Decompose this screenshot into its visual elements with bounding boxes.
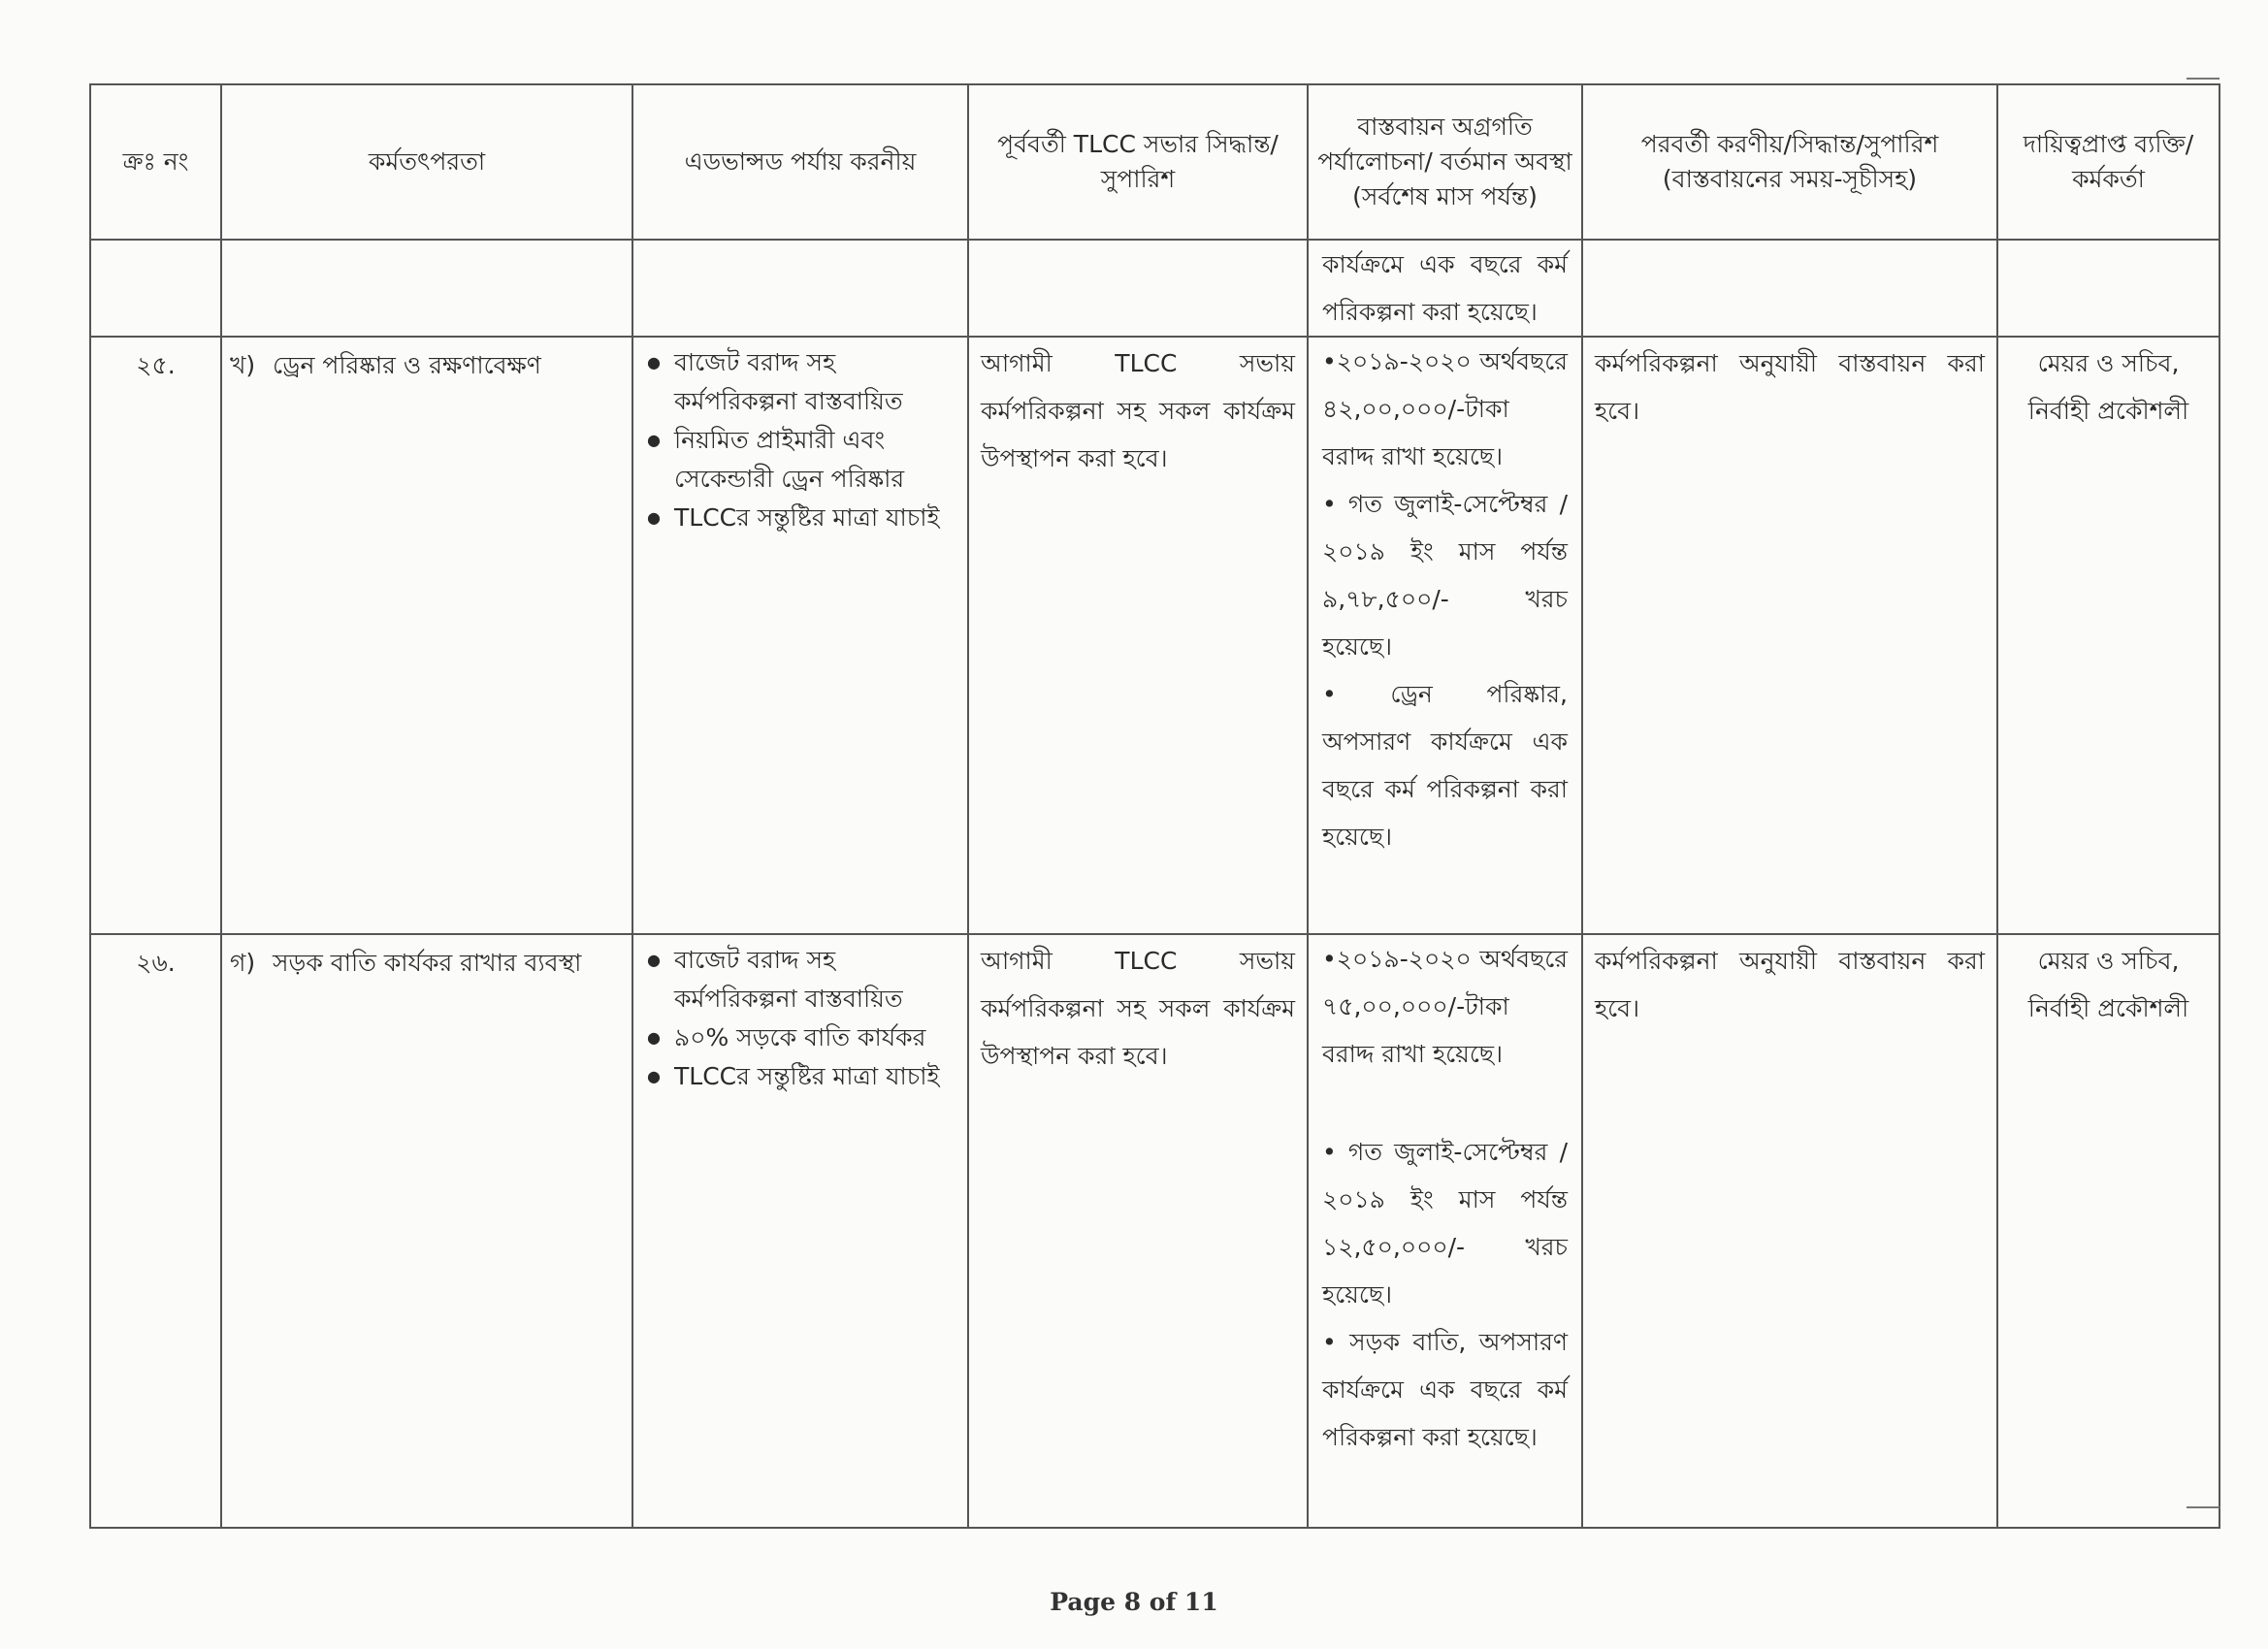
- spacer: [1322, 1078, 1568, 1128]
- progress-item: • গত জুলাই-সেপ্টেম্বর /২০১৯ ইং মাস পর্যন্ত ১২,৫০,০০০/- খরচ হয়েছে।: [1322, 1138, 1568, 1309]
- next-action-cell: কর্মপরিকল্পনা অনুযায়ী বাস্তবায়ন করা হবে।: [1582, 337, 1997, 934]
- list-item: ● বাজেট বরাদ্দ সহ কর্মপরিকল্পনা বাস্তবায়িত: [647, 343, 961, 421]
- table-row: [90, 337, 2219, 934]
- next-action-cell: কর্মপরিকল্পনা অনুযায়ী বাস্তবায়ন করা হবে।: [1582, 934, 1997, 1528]
- advanced-tasks-list: [633, 338, 967, 537]
- activity-text: সড়ক বাতি কার্যকর রাখার ব্যবস্থা: [273, 949, 582, 977]
- list-item: ● TLCCর সন্তুষ্টির মাত্রা যাচাই: [647, 1057, 961, 1096]
- row-number: ২৬.: [90, 934, 221, 1528]
- header-progress-review: বাস্তবায়ন অগ্রগতি পর্যালোচনা/ বর্তমান অবস্থা (সর্বশেষ মাস পর্যন্ত): [1308, 84, 1582, 240]
- progress-cell: [1308, 337, 1582, 934]
- advanced-tasks-cell: [632, 934, 968, 1528]
- responsible-cell: মেয়র ও সচিব, নির্বাহী প্রকৌশলী: [1997, 934, 2219, 1528]
- responsible-cell: মেয়র ও সচিব, নির্বাহী প্রকৌশলী: [1997, 337, 2219, 934]
- cell-empty: [632, 240, 968, 337]
- scan-edge-mark: [2187, 1506, 2219, 1508]
- advanced-tasks-list: [633, 935, 967, 1096]
- list-item: ● বাজেট বরাদ্দ সহ কর্মপরিকল্পনা বাস্তবায়িত: [647, 941, 961, 1018]
- header-responsible: দায়িত্বপ্রাপ্ত ব্যক্তি/কর্মকর্তা: [1997, 84, 2219, 240]
- advanced-tasks-cell: [632, 337, 968, 934]
- continued-progress-text: কার্যক্রমে এক বছরে কর্ম পরিকল্পনা করা হয়েছে।: [1308, 240, 1582, 337]
- activity-letter: গ): [230, 949, 256, 977]
- table-header-row: [90, 84, 2219, 240]
- page-number: Page 8 of 11: [1050, 1588, 1218, 1616]
- list-item: ● ৯০% সড়কে বাতি কার্যকর: [647, 1018, 961, 1057]
- activity-text: ড্রেন পরিষ্কার ও রক্ষণাবেক্ষণ: [273, 351, 541, 379]
- header-advanced-tasks: এডভান্সড পর্যায় করনীয়: [632, 84, 968, 240]
- scan-edge-mark: [2187, 78, 2219, 80]
- activity-cell: [221, 337, 632, 934]
- progress-item: • সড়ক বাতি, অপসারণ কার্যক্রমে এক বছরে কর্ম পরিকল্পনা করা হয়েছে।: [1322, 1328, 1568, 1451]
- header-activity: কর্মতৎপরতা: [221, 84, 632, 240]
- header-serial: ক্রঃ নং: [90, 84, 221, 240]
- table-row: [90, 934, 2219, 1528]
- progress-item: • ড্রেন পরিষ্কার, অপসারণ কার্যক্রমে এক বছরে কর্ম পরিকল্পনা করা হয়েছে।: [1322, 680, 1568, 851]
- progress-item: •২০১৯-২০২০ অর্থবছরে ৭৫,০০,০০০/-টাকা বরাদ্দ রাখা হয়েছে।: [1322, 945, 1568, 1068]
- activity-letter: খ): [230, 351, 256, 379]
- progress-item: • গত জুলাই-সেপ্টেম্বর /২০১৯ ইং মাস পর্যন্ত ৯,৭৮,৫০০/- খরচ হয়েছে।: [1322, 490, 1568, 661]
- table-row-continuation: [90, 240, 2219, 337]
- cell-empty: [221, 240, 632, 337]
- previous-decision-cell: আগামী TLCC সভায় কর্মপরিকল্পনা সহ সকল কার্যক্রম উপস্থাপন করা হবে।: [968, 337, 1308, 934]
- progress-item: •২০১৯-২০২০ অর্থবছরে ৪২,০০,০০০/-টাকা বরাদ্দ রাখা হয়েছে।: [1322, 347, 1568, 470]
- row-number: ২৫.: [90, 337, 221, 934]
- cell-empty: [1582, 240, 1997, 337]
- cell-empty: [1997, 240, 2219, 337]
- header-previous-decision: পূর্ববর্তী TLCC সভার সিদ্ধান্ত/সুপারিশ: [968, 84, 1308, 240]
- list-item: ● নিয়মিত প্রাইমারী এবং সেকেন্ডারী ড্রেন পরিষ্কার: [647, 421, 961, 499]
- previous-decision-cell: আগামী TLCC সভায় কর্মপরিকল্পনা সহ সকল কার্যক্রম উপস্থাপন করা হবে।: [968, 934, 1308, 1528]
- progress-cell: [1308, 934, 1582, 1528]
- cell-empty: [90, 240, 221, 337]
- list-item: ● TLCCর সন্তুষ্টির মাত্রা যাচাই: [647, 499, 961, 537]
- tlcc-progress-table: [89, 83, 2220, 1529]
- activity-cell: [221, 934, 632, 1528]
- header-next-actions: পরবর্তী করণীয়/সিদ্ধান্ত/সুপারিশ (বাস্তবায়নের সময়-সূচীসহ): [1582, 84, 1997, 240]
- cell-empty: [968, 240, 1308, 337]
